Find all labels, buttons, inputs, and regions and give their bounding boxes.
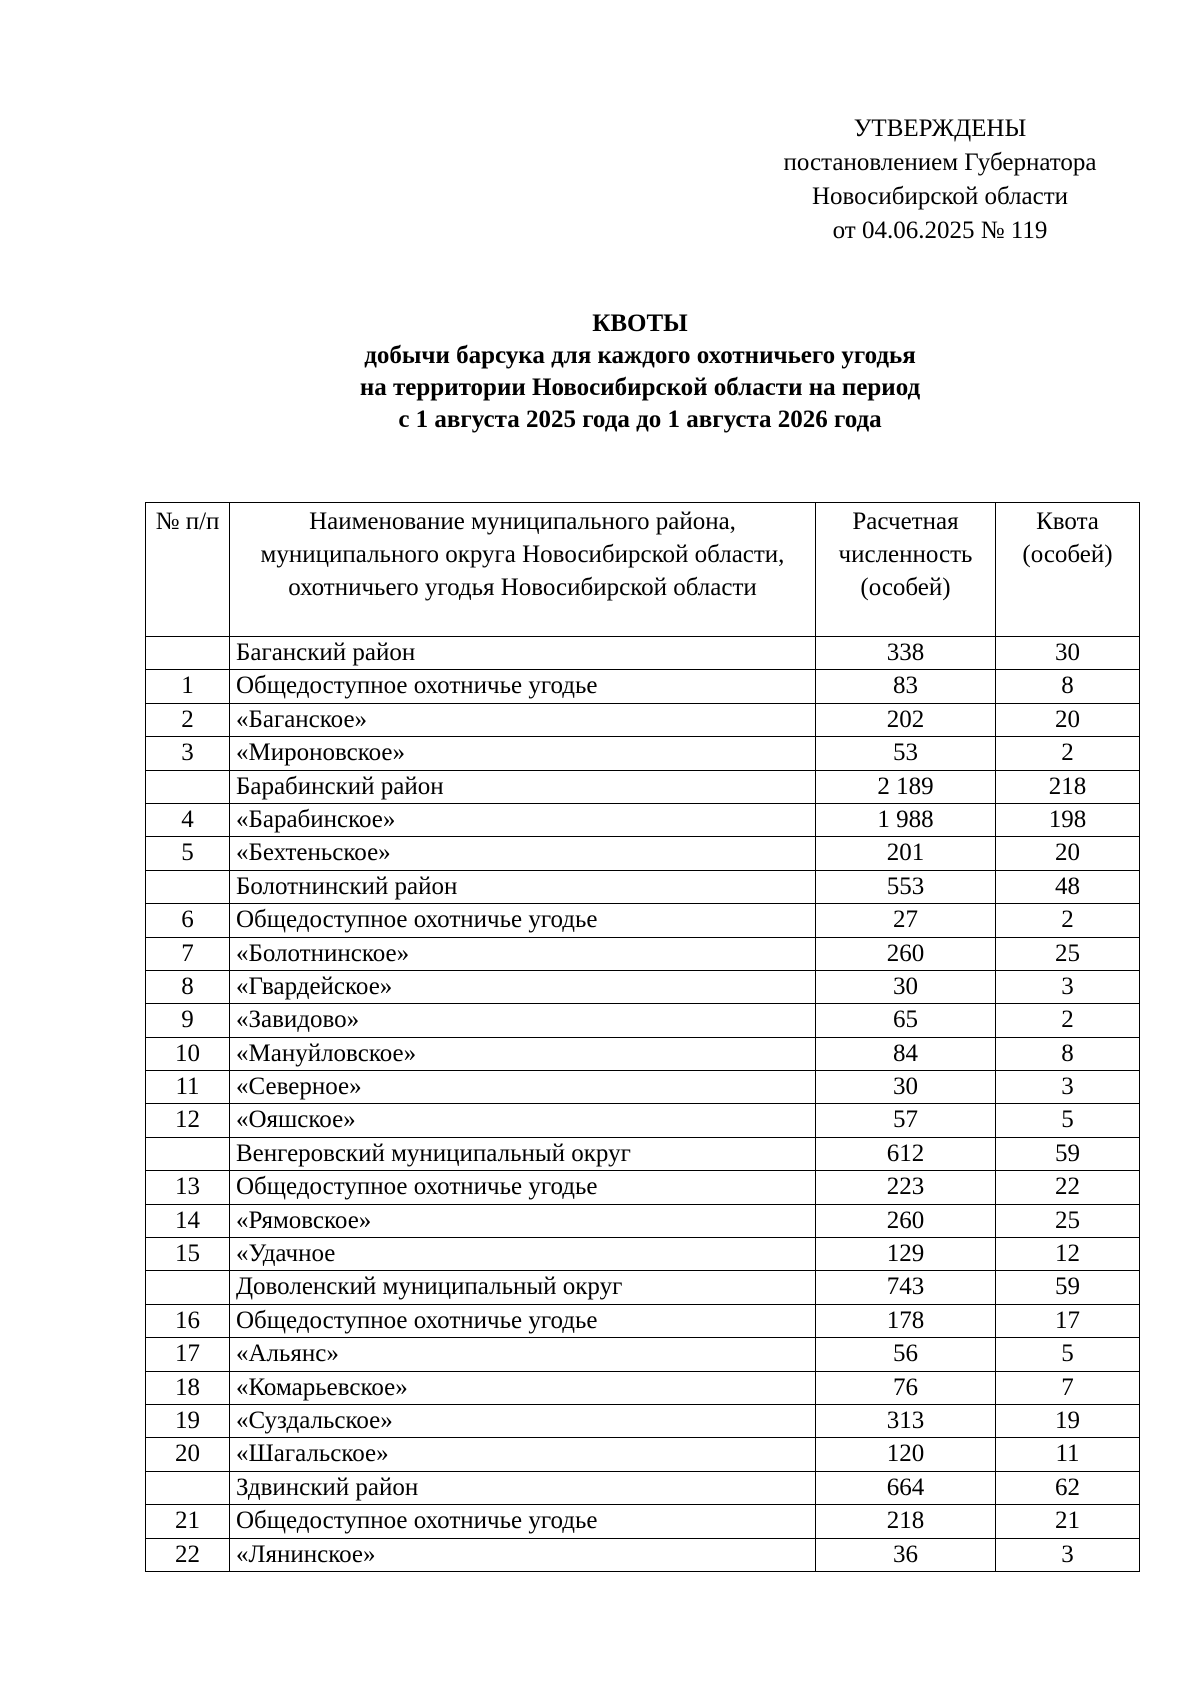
row-number: 20: [146, 1438, 230, 1471]
row-number: 2: [146, 703, 230, 736]
row-quota: 25: [996, 1204, 1140, 1237]
row-population: 201: [816, 837, 996, 870]
row-population: 30: [816, 1071, 996, 1104]
approval-decree: постановлением Губернатора: [783, 149, 1097, 176]
table-row: [146, 1104, 1140, 1137]
row-quota: 48: [996, 870, 1140, 903]
row-quota: 218: [996, 770, 1140, 803]
table-row: [146, 870, 1140, 903]
row-name: «Северное»: [230, 1071, 816, 1104]
row-population: 30: [816, 970, 996, 1003]
row-quota: 25: [996, 937, 1140, 970]
row-population: 553: [816, 870, 996, 903]
quota-table-header: [146, 503, 1140, 637]
row-name: «Рямовское»: [230, 1204, 816, 1237]
row-name: Болотнинский район: [230, 870, 816, 903]
table-row: [146, 970, 1140, 1003]
table-row: [146, 1538, 1140, 1571]
row-quota: 62: [996, 1471, 1140, 1504]
row-quota: 59: [996, 1271, 1140, 1304]
row-quota: 3: [996, 970, 1140, 1003]
table-row: [146, 670, 1140, 703]
row-name: «Ояшское»: [230, 1104, 816, 1137]
row-name: Общедоступное охотничье угодье: [230, 670, 816, 703]
row-population: 120: [816, 1438, 996, 1471]
row-quota: 198: [996, 803, 1140, 836]
row-name: «Удачное: [230, 1238, 816, 1271]
row-quota: 21: [996, 1505, 1140, 1538]
row-number: 18: [146, 1371, 230, 1404]
row-population: 612: [816, 1137, 996, 1170]
row-quota: 7: [996, 1371, 1140, 1404]
row-population: 338: [816, 637, 996, 670]
row-quota: 2: [996, 737, 1140, 770]
row-name: «Комарьевское»: [230, 1371, 816, 1404]
table-row: [146, 803, 1140, 836]
row-population: 202: [816, 703, 996, 736]
row-number: 9: [146, 1004, 230, 1037]
row-quota: 19: [996, 1404, 1140, 1437]
title-subtitle-2: на территории Новосибирской области на период: [359, 374, 921, 401]
table-row: [146, 703, 1140, 736]
table-row: [146, 1271, 1140, 1304]
row-number: [146, 770, 230, 803]
row-quota: 5: [996, 1338, 1140, 1371]
row-quota: 12: [996, 1238, 1140, 1271]
quota-table: [145, 502, 1140, 1572]
row-quota: 3: [996, 1071, 1140, 1104]
row-name: Общедоступное охотничье угодье: [230, 1505, 816, 1538]
table-row: [146, 1037, 1140, 1070]
approval-date-number: от 04.06.2025 № 119: [832, 217, 1048, 244]
table-row: [146, 770, 1140, 803]
row-name: «Бехтеньское»: [230, 837, 816, 870]
row-number: 14: [146, 1204, 230, 1237]
table-row: [146, 904, 1140, 937]
table-row: [146, 1338, 1140, 1371]
row-number: 3: [146, 737, 230, 770]
row-population: 27: [816, 904, 996, 937]
row-quota: 2: [996, 904, 1140, 937]
row-population: 65: [816, 1004, 996, 1037]
row-name: Общедоступное охотничье угодье: [230, 1171, 816, 1204]
table-row: [146, 1137, 1140, 1170]
row-name: Общедоступное охотничье угодье: [230, 904, 816, 937]
header-num: № п/п: [146, 503, 230, 637]
row-population: 218: [816, 1505, 996, 1538]
row-number: 13: [146, 1171, 230, 1204]
row-number: 17: [146, 1338, 230, 1371]
row-name: «Баганское»: [230, 703, 816, 736]
row-population: 223: [816, 1171, 996, 1204]
row-name: «Барабинское»: [230, 803, 816, 836]
row-quota: 3: [996, 1538, 1140, 1571]
row-number: [146, 1471, 230, 1504]
row-number: 8: [146, 970, 230, 1003]
row-population: 83: [816, 670, 996, 703]
header-name: Наименование муниципального района, муниципального округа Новосибирской области, охотничьего угодья Новосибирской области: [230, 503, 816, 637]
row-number: [146, 870, 230, 903]
header-quota: Квота (особей): [996, 503, 1140, 637]
row-population: 2 189: [816, 770, 996, 803]
row-population: 36: [816, 1538, 996, 1571]
row-number: 19: [146, 1404, 230, 1437]
table-row: [146, 1004, 1140, 1037]
row-quota: 8: [996, 1037, 1140, 1070]
table-row: [146, 1471, 1140, 1504]
table-row: [146, 737, 1140, 770]
title-main: КВОТЫ: [592, 310, 688, 337]
row-number: 7: [146, 937, 230, 970]
row-number: 22: [146, 1538, 230, 1571]
row-name: Здвинский район: [230, 1471, 816, 1504]
row-number: 4: [146, 803, 230, 836]
row-name: «Шагальское»: [230, 1438, 816, 1471]
row-number: 10: [146, 1037, 230, 1070]
table-row: [146, 1171, 1140, 1204]
row-name: «Мироновское»: [230, 737, 816, 770]
quota-table-body: [146, 637, 1140, 1572]
table-row: [146, 1071, 1140, 1104]
row-number: 1: [146, 670, 230, 703]
row-population: 56: [816, 1338, 996, 1371]
approval-region: Новосибирской области: [811, 183, 1069, 210]
row-quota: 5: [996, 1104, 1140, 1137]
row-population: 260: [816, 1204, 996, 1237]
row-population: 313: [816, 1404, 996, 1437]
row-number: [146, 637, 230, 670]
row-name: «Завидово»: [230, 1004, 816, 1037]
row-population: 129: [816, 1238, 996, 1271]
table-row: [146, 837, 1140, 870]
approval-heading: УТВЕРЖДЕНЫ: [853, 115, 1027, 142]
row-number: 15: [146, 1238, 230, 1271]
row-population: 260: [816, 937, 996, 970]
table-row: [146, 1438, 1140, 1471]
table-row: [146, 1204, 1140, 1237]
row-quota: 2: [996, 1004, 1140, 1037]
row-name: Баганский район: [230, 637, 816, 670]
row-quota: 17: [996, 1304, 1140, 1337]
row-number: 11: [146, 1071, 230, 1104]
table-row: [146, 1505, 1140, 1538]
row-quota: 20: [996, 703, 1140, 736]
document-title: [200, 308, 1080, 436]
row-number: 16: [146, 1304, 230, 1337]
row-population: 84: [816, 1037, 996, 1070]
row-population: 743: [816, 1271, 996, 1304]
row-name: «Альянс»: [230, 1338, 816, 1371]
title-subtitle-3: с 1 августа 2025 года до 1 августа 2026 года: [398, 406, 882, 433]
row-quota: 11: [996, 1438, 1140, 1471]
approval-stamp: [760, 112, 1120, 248]
row-number: 12: [146, 1104, 230, 1137]
header-row: [146, 503, 1140, 637]
row-name: Доволенский муниципальный округ: [230, 1271, 816, 1304]
row-population: 76: [816, 1371, 996, 1404]
title-subtitle-1: добычи барсука для каждого охотничьего угодья: [364, 342, 916, 369]
table-row: [146, 637, 1140, 670]
row-number: 21: [146, 1505, 230, 1538]
row-name: «Гвардейское»: [230, 970, 816, 1003]
row-name: Венгеровский муниципальный округ: [230, 1137, 816, 1170]
header-population: Расчетная численность (особей): [816, 503, 996, 637]
row-quota: 59: [996, 1137, 1140, 1170]
table-row: [146, 1404, 1140, 1437]
row-number: [146, 1137, 230, 1170]
row-population: 57: [816, 1104, 996, 1137]
row-number: 6: [146, 904, 230, 937]
table-row: [146, 1304, 1140, 1337]
row-name: «Мануйловское»: [230, 1037, 816, 1070]
row-name: Общедоступное охотничье угодье: [230, 1304, 816, 1337]
table-row: [146, 1238, 1140, 1271]
row-name: «Суздальское»: [230, 1404, 816, 1437]
row-name: «Лянинское»: [230, 1538, 816, 1571]
row-quota: 22: [996, 1171, 1140, 1204]
row-population: 178: [816, 1304, 996, 1337]
row-population: 53: [816, 737, 996, 770]
row-number: [146, 1271, 230, 1304]
table-row: [146, 937, 1140, 970]
row-name: «Болотнинское»: [230, 937, 816, 970]
row-quota: 20: [996, 837, 1140, 870]
row-quota: 30: [996, 637, 1140, 670]
row-population: 1 988: [816, 803, 996, 836]
row-quota: 8: [996, 670, 1140, 703]
row-population: 664: [816, 1471, 996, 1504]
row-number: 5: [146, 837, 230, 870]
table-row: [146, 1371, 1140, 1404]
row-name: Барабинский район: [230, 770, 816, 803]
